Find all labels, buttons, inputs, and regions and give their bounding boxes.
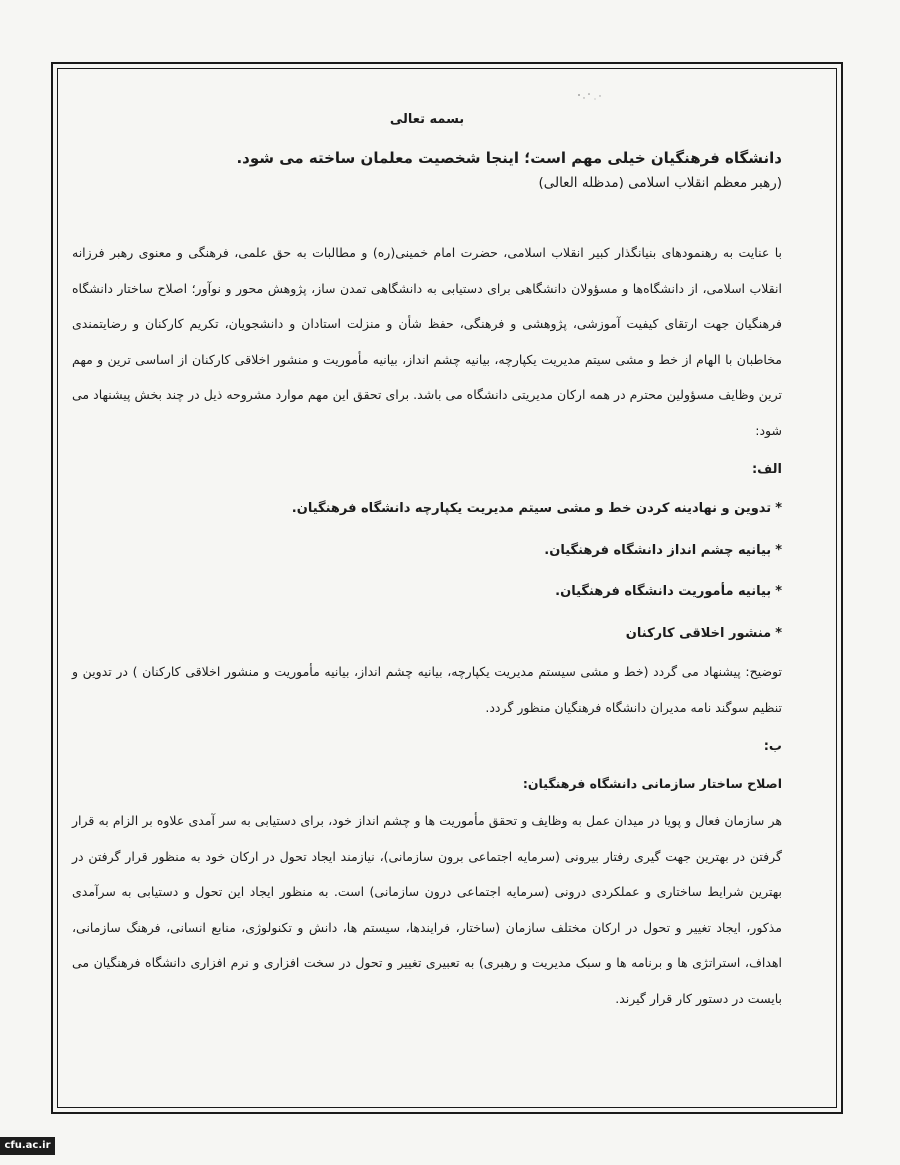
- section-a-label: الف:: [751, 462, 782, 477]
- section-b-paragraph: هر سازمان فعال و پویا در میدان عمل به وظایف و تحقق مأموریت ها و چشم انداز خود، برای دستیابی به سر آمدی علاوه بر الزام به قرار گرفتن در بهترین جهت گیری رفتار بیرونی (سرمایه اجتماعی برون سازمانی)، نیازمند ایجاد تحول در ارکان خود به منظور قرار گرفتن در بهترین شرایط ساختاری و عملکردی درونی (سرمایه اجتماعی درون سازمانی) است. به منظور ایجاد این تحول و دستیابی به سرآمدی مذکور، ایجاد تغییر و تحول در ارکان مختلف سازمان (ساختار، فرایندها، سیستم ها، دانش و تکنولوژی، منابع انسانی، فرهنگ سازمانی، اهداف، استراتژی ها و برنامه ها و سبک مدیریت و رهبری) به تعبیری تغییر و تحول در سخت افزاری و نرم افزاری دانشگاه فرهنگیان می بایست در دستور کار قرار گیرند.: [72, 813, 782, 1006]
- bullet-mark: *: [775, 625, 782, 641]
- quote-attribution: (رهبر معظم انقلاب اسلامی (مدظله العالی): [538, 175, 782, 191]
- list-item-text: منشور اخلاقی کارکنان: [625, 625, 772, 641]
- list-item: [72, 488, 782, 530]
- list-item: [72, 571, 782, 613]
- section-a-list: [72, 488, 782, 654]
- site-logo: cfu.ac.ir: [0, 1137, 55, 1155]
- bullet-mark: *: [775, 501, 782, 516]
- intro-paragraph: با عنایت به رهنمودهای بنیانگذار کبیر انقلاب اسلامی، حضرت امام خمینی(ره) و مطالبات به حق علمی، فرهنگی و معنوی رهبر فرزانه انقلاب اسلامی، از دانشگاه‌ها و مسؤولان دانشگاهی برای دستیابی به دانشگاهی تمدن ساز، پژوهش محور و نوآور؛ اصلاح ساختار دانشگاه فرهنگیان جهت ارتقای کیفیت آموزشی، پژوهشی و فرهنگی، حفظ شأن و منزلت استادان و دانشجویان، تکریم کارکنان و رضایتمندی مخاطبان با الهام از خط و مشی سیتم مدیریت یکپارچه، بیانیه چشم انداز، بیانیه مأموریت و منشور اخلاقی کارکنان از اساسی ترین و مهم ترین وظایف مسؤولین محترم در همه ارکان مدیریتی دانشگاه می باشد. برای تحقق این مهم موارد مشروحه ذیل در چند بخش پیشنهاد می شود:: [72, 245, 782, 438]
- list-item-text: تدوین و نهادینه کردن خط و مشی سیتم مدیریت یکپارچه دانشگاه فرهنگیان.: [291, 501, 772, 516]
- list-item-text: بیانیه مأموریت دانشگاه فرهنگیان.: [555, 584, 772, 599]
- list-item: [72, 530, 782, 572]
- scan-specks: [575, 90, 605, 104]
- list-item-text: بیانیه چشم انداز دانشگاه فرهنگیان.: [544, 542, 772, 558]
- bullet-mark: *: [775, 542, 782, 558]
- section-b-label: ب:: [763, 739, 782, 754]
- bullet-mark: *: [775, 584, 782, 599]
- leader-quote: دانشگاه فرهنگیان خیلی مهم است؛ اینجا شخصیت معلمان ساخته می شود.: [236, 149, 782, 167]
- letter-content: [72, 112, 782, 1016]
- section-b-heading: اصلاح ساختار سازمانی دانشگاه فرهنگیان:: [522, 776, 782, 791]
- basmala-heading: بسمه تعالی: [389, 112, 465, 127]
- list-item: [72, 613, 782, 655]
- explanation-paragraph: توضیح: پیشنهاد می گردد (خط و مشی سیستم مدیریت یکپارچه، بیانیه چشم انداز، بیانیه مأموریت و منشور اخلاقی کارکنان ) در تدوین و تنظیم سوگند نامه مدیران دانشگاه فرهنگیان منظور گردد.: [72, 664, 782, 715]
